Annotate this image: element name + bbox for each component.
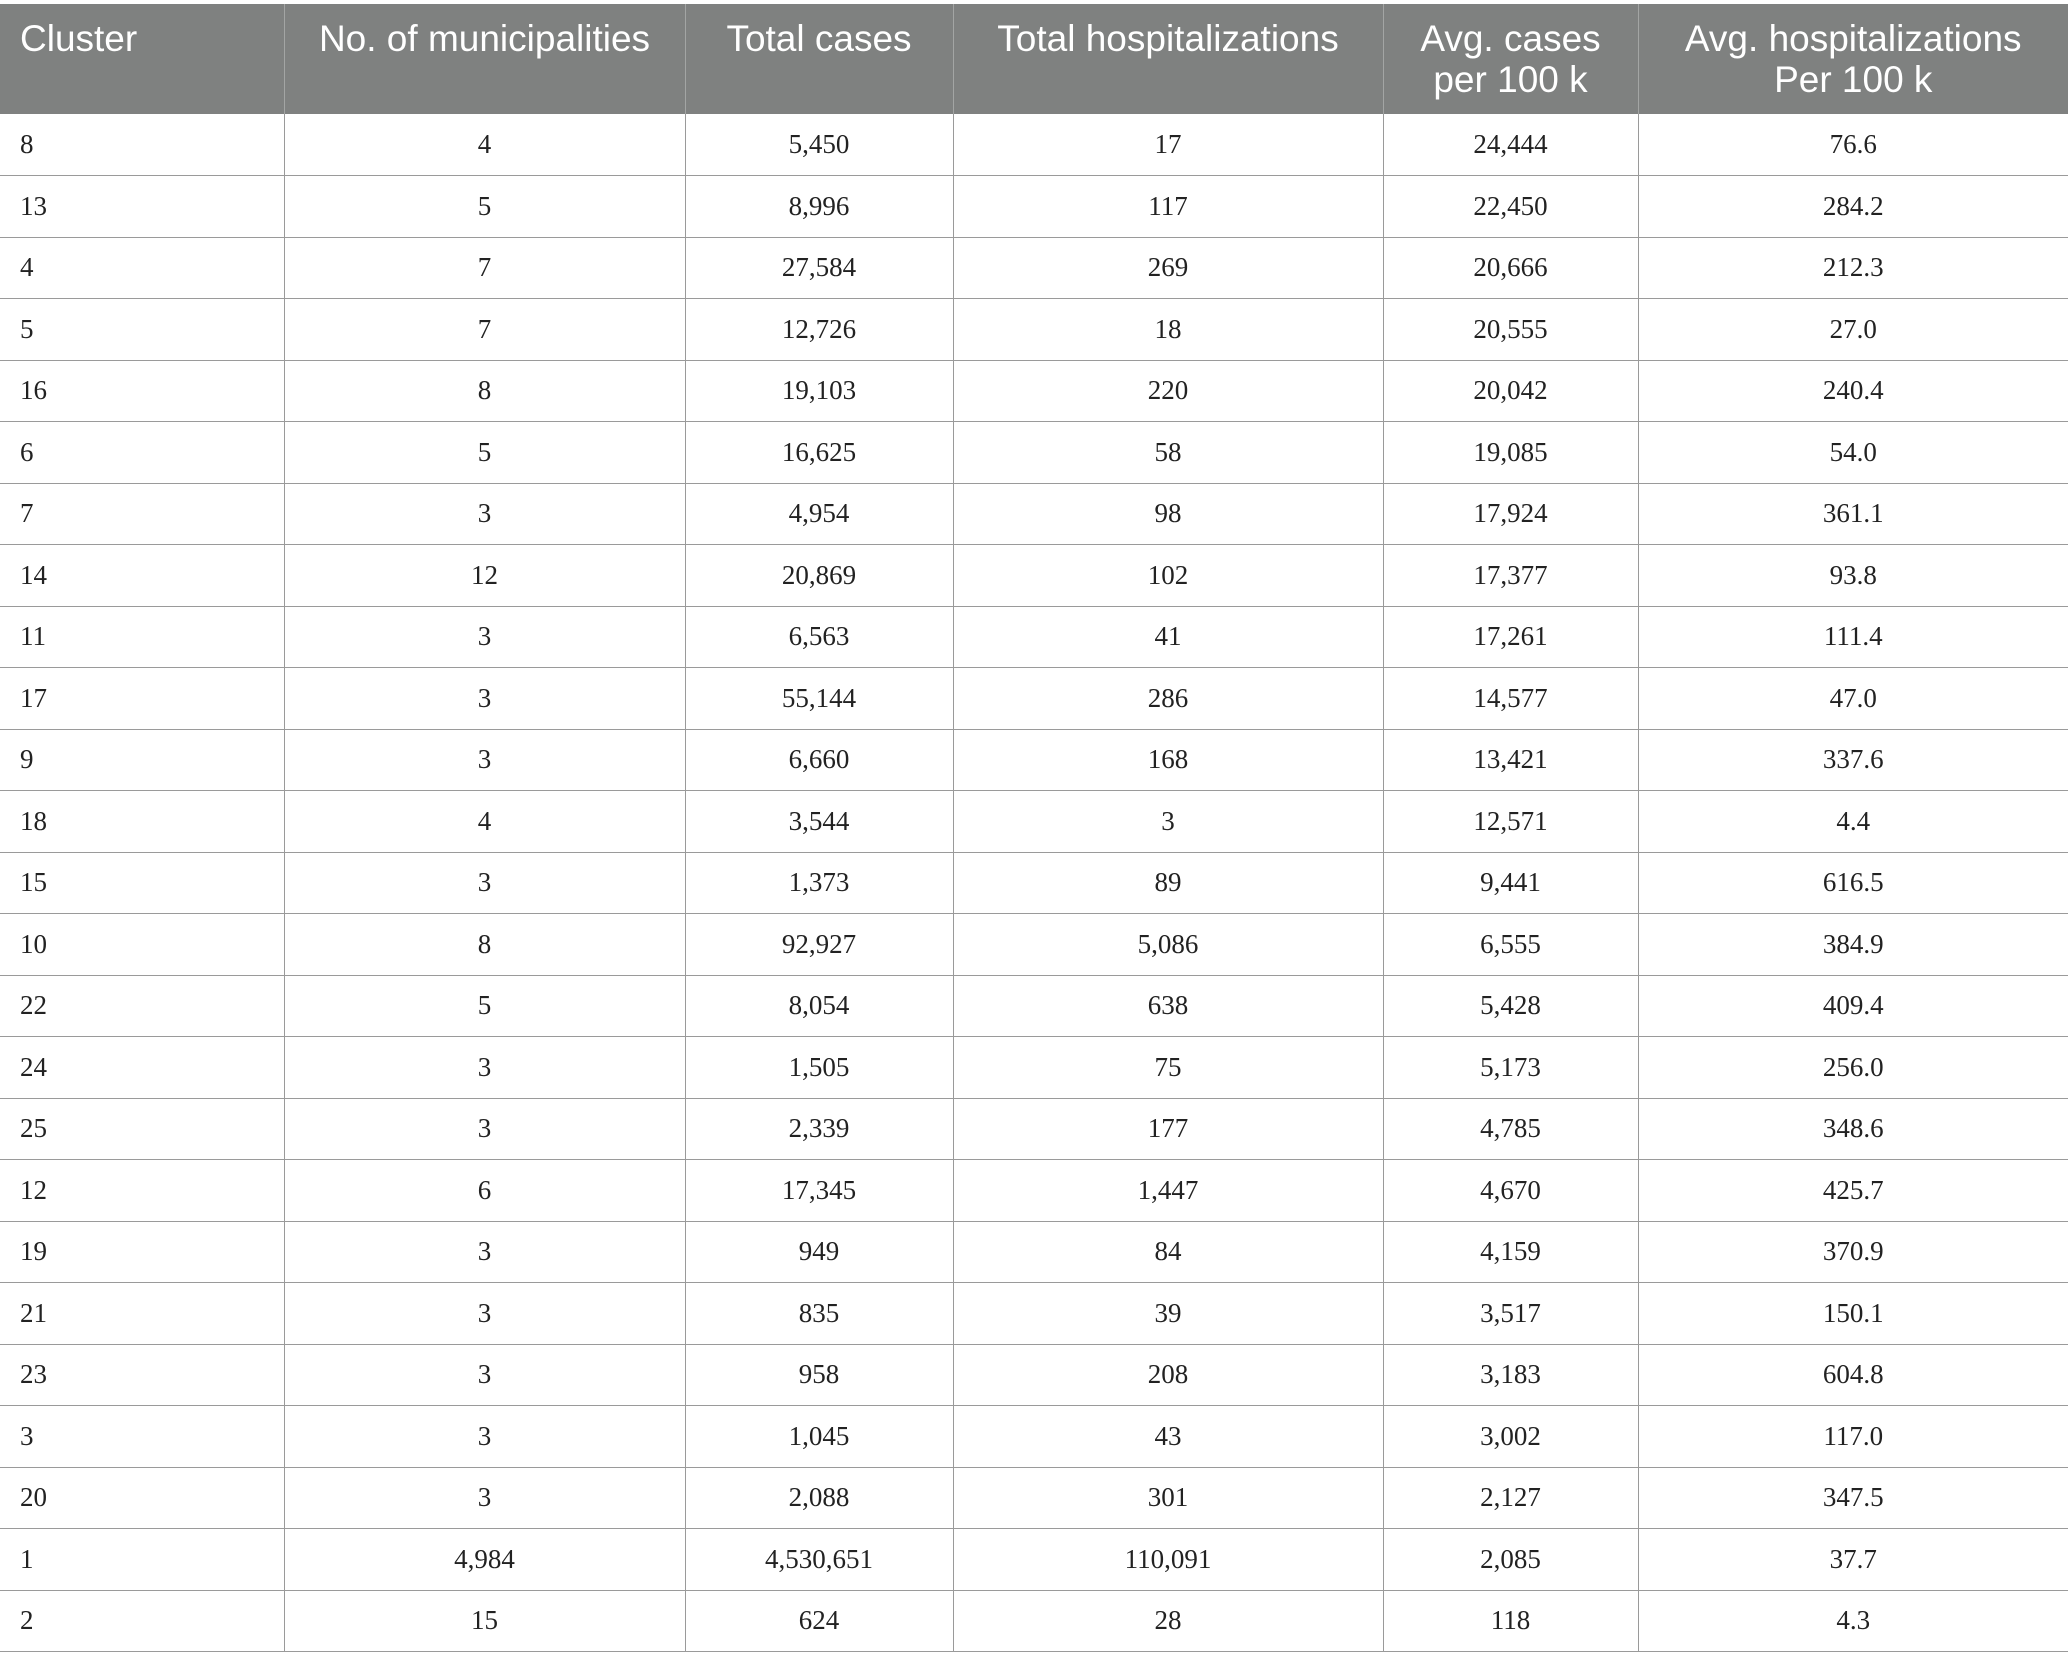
cell-avg-cases: 5,428 [1383,975,1638,1037]
table-row [0,1098,2068,1160]
cell-avg-hospitalizations: 76.6 [1638,114,2068,176]
cell-cluster: 3 [0,1406,284,1468]
cell-municipalities: 5 [284,176,685,238]
cell-avg-hospitalizations: 347.5 [1638,1467,2068,1529]
cell-avg-cases: 3,517 [1383,1283,1638,1345]
cell-avg-hospitalizations: 54.0 [1638,422,2068,484]
cell-avg-cases: 17,261 [1383,606,1638,668]
cell-avg-cases: 118 [1383,1590,1638,1652]
cell-avg-hospitalizations: 604.8 [1638,1344,2068,1406]
cell-municipalities: 3 [284,1406,685,1468]
cell-municipalities: 3 [284,1037,685,1099]
cell-total-cases: 6,563 [685,606,953,668]
cell-avg-cases: 24,444 [1383,114,1638,176]
table-row [0,852,2068,914]
cell-total-hospitalizations: 168 [953,729,1383,791]
cell-total-cases: 55,144 [685,668,953,730]
cell-municipalities: 3 [284,1283,685,1345]
cell-total-hospitalizations: 17 [953,114,1383,176]
cell-total-cases: 958 [685,1344,953,1406]
table-row [0,1221,2068,1283]
cell-avg-hospitalizations: 348.6 [1638,1098,2068,1160]
cell-avg-cases: 17,377 [1383,545,1638,607]
table-row [0,299,2068,361]
cell-avg-hospitalizations: 4.4 [1638,791,2068,853]
cell-total-hospitalizations: 301 [953,1467,1383,1529]
table-row [0,1283,2068,1345]
header-row [0,4,2068,114]
cell-cluster: 25 [0,1098,284,1160]
table-body [0,114,2068,1652]
cell-cluster: 20 [0,1467,284,1529]
cell-cluster: 23 [0,1344,284,1406]
table-row [0,791,2068,853]
table-row [0,1590,2068,1652]
cell-total-hospitalizations: 117 [953,176,1383,238]
cell-avg-cases: 3,183 [1383,1344,1638,1406]
cell-cluster: 16 [0,360,284,422]
cell-municipalities: 5 [284,975,685,1037]
cell-avg-hospitalizations: 212.3 [1638,237,2068,299]
cell-avg-hospitalizations: 27.0 [1638,299,2068,361]
cell-cluster: 10 [0,914,284,976]
cell-avg-hospitalizations: 284.2 [1638,176,2068,238]
header-cluster: Cluster [0,4,284,114]
cell-cluster: 22 [0,975,284,1037]
cell-total-hospitalizations: 98 [953,483,1383,545]
cell-avg-cases: 20,555 [1383,299,1638,361]
cell-total-hospitalizations: 177 [953,1098,1383,1160]
cell-total-cases: 1,045 [685,1406,953,1468]
cell-municipalities: 3 [284,1467,685,1529]
cell-municipalities: 3 [284,1344,685,1406]
cell-cluster: 21 [0,1283,284,1345]
cell-total-cases: 19,103 [685,360,953,422]
cell-avg-hospitalizations: 150.1 [1638,1283,2068,1345]
cell-avg-cases: 12,571 [1383,791,1638,853]
cell-cluster: 7 [0,483,284,545]
cell-total-hospitalizations: 3 [953,791,1383,853]
table-row [0,237,2068,299]
cell-avg-cases: 17,924 [1383,483,1638,545]
cell-municipalities: 3 [284,1221,685,1283]
cell-cluster: 24 [0,1037,284,1099]
cell-cluster: 18 [0,791,284,853]
cell-total-hospitalizations: 110,091 [953,1529,1383,1591]
cell-avg-hospitalizations: 117.0 [1638,1406,2068,1468]
cell-avg-hospitalizations: 4.3 [1638,1590,2068,1652]
cell-total-hospitalizations: 286 [953,668,1383,730]
table-row [0,1037,2068,1099]
cell-total-hospitalizations: 89 [953,852,1383,914]
cell-avg-hospitalizations: 111.4 [1638,606,2068,668]
cell-avg-cases: 9,441 [1383,852,1638,914]
cell-avg-hospitalizations: 370.9 [1638,1221,2068,1283]
cell-municipalities: 5 [284,422,685,484]
cell-total-hospitalizations: 39 [953,1283,1383,1345]
cell-total-hospitalizations: 18 [953,299,1383,361]
cell-total-cases: 27,584 [685,237,953,299]
header-total-cases: Total cases [685,4,953,114]
cell-municipalities: 8 [284,360,685,422]
cell-avg-hospitalizations: 337.6 [1638,729,2068,791]
cell-total-hospitalizations: 220 [953,360,1383,422]
header-avg-hospitalizations-per-100k: Avg. hospitalizations Per 100 k [1638,4,2068,114]
table-row [0,545,2068,607]
cell-total-hospitalizations: 208 [953,1344,1383,1406]
cell-cluster: 19 [0,1221,284,1283]
cell-cluster: 11 [0,606,284,668]
cell-total-cases: 92,927 [685,914,953,976]
table-row [0,975,2068,1037]
table-row [0,1529,2068,1591]
cluster-table [0,4,2068,1652]
cell-avg-cases: 13,421 [1383,729,1638,791]
table-row [0,483,2068,545]
cell-municipalities: 3 [284,852,685,914]
cell-total-cases: 5,450 [685,114,953,176]
cell-total-cases: 8,996 [685,176,953,238]
cell-avg-hospitalizations: 425.7 [1638,1160,2068,1222]
cell-cluster: 1 [0,1529,284,1591]
cell-total-cases: 12,726 [685,299,953,361]
cell-municipalities: 3 [284,606,685,668]
cell-municipalities: 6 [284,1160,685,1222]
cell-avg-hospitalizations: 47.0 [1638,668,2068,730]
cell-cluster: 17 [0,668,284,730]
cell-avg-cases: 5,173 [1383,1037,1638,1099]
cell-avg-cases: 19,085 [1383,422,1638,484]
cell-municipalities: 3 [284,1098,685,1160]
cell-total-hospitalizations: 5,086 [953,914,1383,976]
cell-cluster: 6 [0,422,284,484]
cell-total-cases: 624 [685,1590,953,1652]
cell-avg-hospitalizations: 93.8 [1638,545,2068,607]
cell-total-cases: 4,530,651 [685,1529,953,1591]
cell-total-hospitalizations: 102 [953,545,1383,607]
cell-total-cases: 2,088 [685,1467,953,1529]
cell-total-hospitalizations: 28 [953,1590,1383,1652]
cell-municipalities: 3 [284,729,685,791]
table-row [0,606,2068,668]
cell-cluster: 5 [0,299,284,361]
table-row [0,914,2068,976]
cell-cluster: 4 [0,237,284,299]
cell-cluster: 12 [0,1160,284,1222]
cell-total-cases: 20,869 [685,545,953,607]
cell-total-hospitalizations: 84 [953,1221,1383,1283]
cell-municipalities: 7 [284,237,685,299]
cell-avg-cases: 4,159 [1383,1221,1638,1283]
cell-total-cases: 16,625 [685,422,953,484]
cell-avg-cases: 2,127 [1383,1467,1638,1529]
cell-total-hospitalizations: 638 [953,975,1383,1037]
cell-avg-cases: 3,002 [1383,1406,1638,1468]
cell-avg-cases: 6,555 [1383,914,1638,976]
cell-avg-hospitalizations: 361.1 [1638,483,2068,545]
cell-municipalities: 4 [284,114,685,176]
table-row [0,1160,2068,1222]
table-row [0,114,2068,176]
cell-total-hospitalizations: 75 [953,1037,1383,1099]
cell-avg-cases: 4,670 [1383,1160,1638,1222]
cell-municipalities: 3 [284,483,685,545]
cell-municipalities: 7 [284,299,685,361]
cell-municipalities: 15 [284,1590,685,1652]
table-row [0,1406,2068,1468]
cell-total-cases: 949 [685,1221,953,1283]
cell-avg-cases: 20,666 [1383,237,1638,299]
cell-cluster: 13 [0,176,284,238]
cell-total-hospitalizations: 41 [953,606,1383,668]
cell-total-hospitalizations: 269 [953,237,1383,299]
table-row [0,422,2068,484]
cell-municipalities: 4,984 [284,1529,685,1591]
cell-avg-cases: 2,085 [1383,1529,1638,1591]
cell-total-cases: 2,339 [685,1098,953,1160]
cell-municipalities: 4 [284,791,685,853]
table-row [0,668,2068,730]
cell-total-cases: 6,660 [685,729,953,791]
cell-cluster: 2 [0,1590,284,1652]
cell-cluster: 8 [0,114,284,176]
cell-total-cases: 8,054 [685,975,953,1037]
table-row [0,176,2068,238]
cell-municipalities: 8 [284,914,685,976]
cell-cluster: 14 [0,545,284,607]
cell-avg-cases: 22,450 [1383,176,1638,238]
cell-total-hospitalizations: 58 [953,422,1383,484]
table-row [0,360,2068,422]
table-row [0,1344,2068,1406]
cell-total-cases: 1,505 [685,1037,953,1099]
cell-total-cases: 1,373 [685,852,953,914]
table-header [0,4,2068,114]
cell-avg-cases: 14,577 [1383,668,1638,730]
cell-cluster: 15 [0,852,284,914]
cell-avg-hospitalizations: 240.4 [1638,360,2068,422]
cell-cluster: 9 [0,729,284,791]
cell-total-cases: 4,954 [685,483,953,545]
cell-total-cases: 17,345 [685,1160,953,1222]
cell-avg-hospitalizations: 384.9 [1638,914,2068,976]
cell-avg-cases: 20,042 [1383,360,1638,422]
cell-total-cases: 3,544 [685,791,953,853]
table-row [0,1467,2068,1529]
cell-municipalities: 12 [284,545,685,607]
header-avg-cases-per-100k: Avg. cases per 100 k [1383,4,1638,114]
cell-avg-cases: 4,785 [1383,1098,1638,1160]
cell-total-hospitalizations: 1,447 [953,1160,1383,1222]
header-total-hospitalizations: Total hospitalizations [953,4,1383,114]
cell-avg-hospitalizations: 256.0 [1638,1037,2068,1099]
cell-total-cases: 835 [685,1283,953,1345]
cell-avg-hospitalizations: 616.5 [1638,852,2068,914]
cell-avg-hospitalizations: 409.4 [1638,975,2068,1037]
table-row [0,729,2068,791]
cell-total-hospitalizations: 43 [953,1406,1383,1468]
header-no-of-municipalities: No. of municipalities [284,4,685,114]
cell-avg-hospitalizations: 37.7 [1638,1529,2068,1591]
cell-municipalities: 3 [284,668,685,730]
